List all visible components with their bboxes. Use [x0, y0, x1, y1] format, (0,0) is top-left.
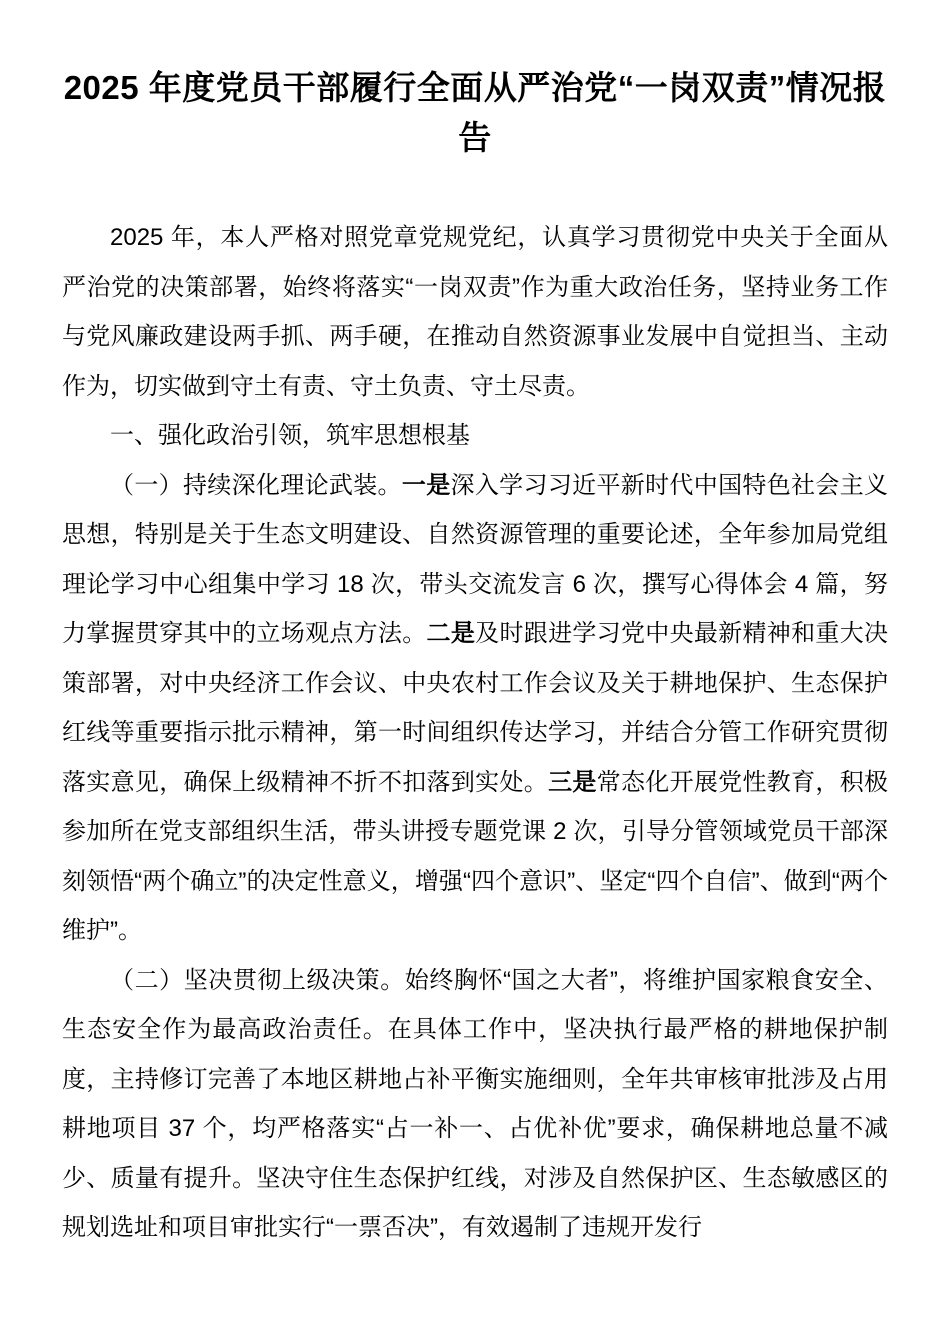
- paragraph-text: 2025 年，本人严格对照党章党规党纪，认真学习贯彻党中央关于全面从严治党的决策部署，始终将落实“一岗双责”作为重大政治任务，坚持业务工作与党风廉政建设两手抓、两手硬，在推动自然资源事业发展中自觉担当、主动作为，切实做到守土有责、守土负责、守土尽责。: [62, 224, 888, 400]
- paragraph-theory-arming: [62, 461, 888, 956]
- paragraph-implement-decisions: [62, 956, 888, 1253]
- paragraph-text: 深入学习习近平新时代中国特色社会主义思想，特别是关于生态文明建设、自然资源管理的重要论述，全年参加局党组理论学习中心组集中学习 18 次，带头交流发言 6 次，撰写心得体会 4 篇，努力掌握贯穿其中的立场观点方法。: [62, 471, 889, 647]
- document-body: [62, 213, 888, 1253]
- emphasis-third: 三是: [548, 768, 597, 796]
- emphasis-second: 二是: [426, 620, 476, 647]
- paragraph-text: （二）坚决贯彻上级决策。始终胸怀“国之大者”，将维护国家粮食安全、生态安全作为最高政治责任。在具体工作中，坚决执行最严格的耕地保护制度，主持修订完善了本地区耕地占补平衡实施细则，全年共审核审批涉及占用耕地项目 37 个，均严格落实“占一补一、占优补优”要求，确保耕地总量不减少、质量有提升。坚决守住生态保护红线，对涉及自然保护区、生态敏感区的规划选址和项目审批实行“一票否决”，有效遏制了违规开发行: [62, 966, 888, 1241]
- document-title: 2025 年度党员干部履行全面从严治党“一岗双责”情况报告: [63, 69, 887, 156]
- intro-paragraph: [62, 213, 888, 411]
- emphasis-first: 一是: [401, 471, 451, 499]
- section-1-heading: [62, 411, 888, 461]
- paragraph-text: （一）持续深化理论武装。: [110, 471, 402, 499]
- heading-text: 一、强化政治引领，筑牢思想根基: [110, 422, 470, 449]
- paragraph-text: 及时跟进学习党中央最新精神和重大决策部署，对中央经济工作会议、中央农村工作会议及关于耕地保护、生态保护红线等重要指示批示精神，第一时间组织传达学习，并结合分管工作研究贯彻落实意见，确保上级精神不折不扣落到实处。: [62, 620, 889, 796]
- paragraph-text: 常态化开展党性教育，积极参加所在党支部组织生活，带头讲授专题党课 2 次，引导分管领域党员干部深刻领悟“两个确立”的决定性意义，增强“四个意识”、坚定“四个自信”、做到“两个维护”。: [62, 768, 889, 944]
